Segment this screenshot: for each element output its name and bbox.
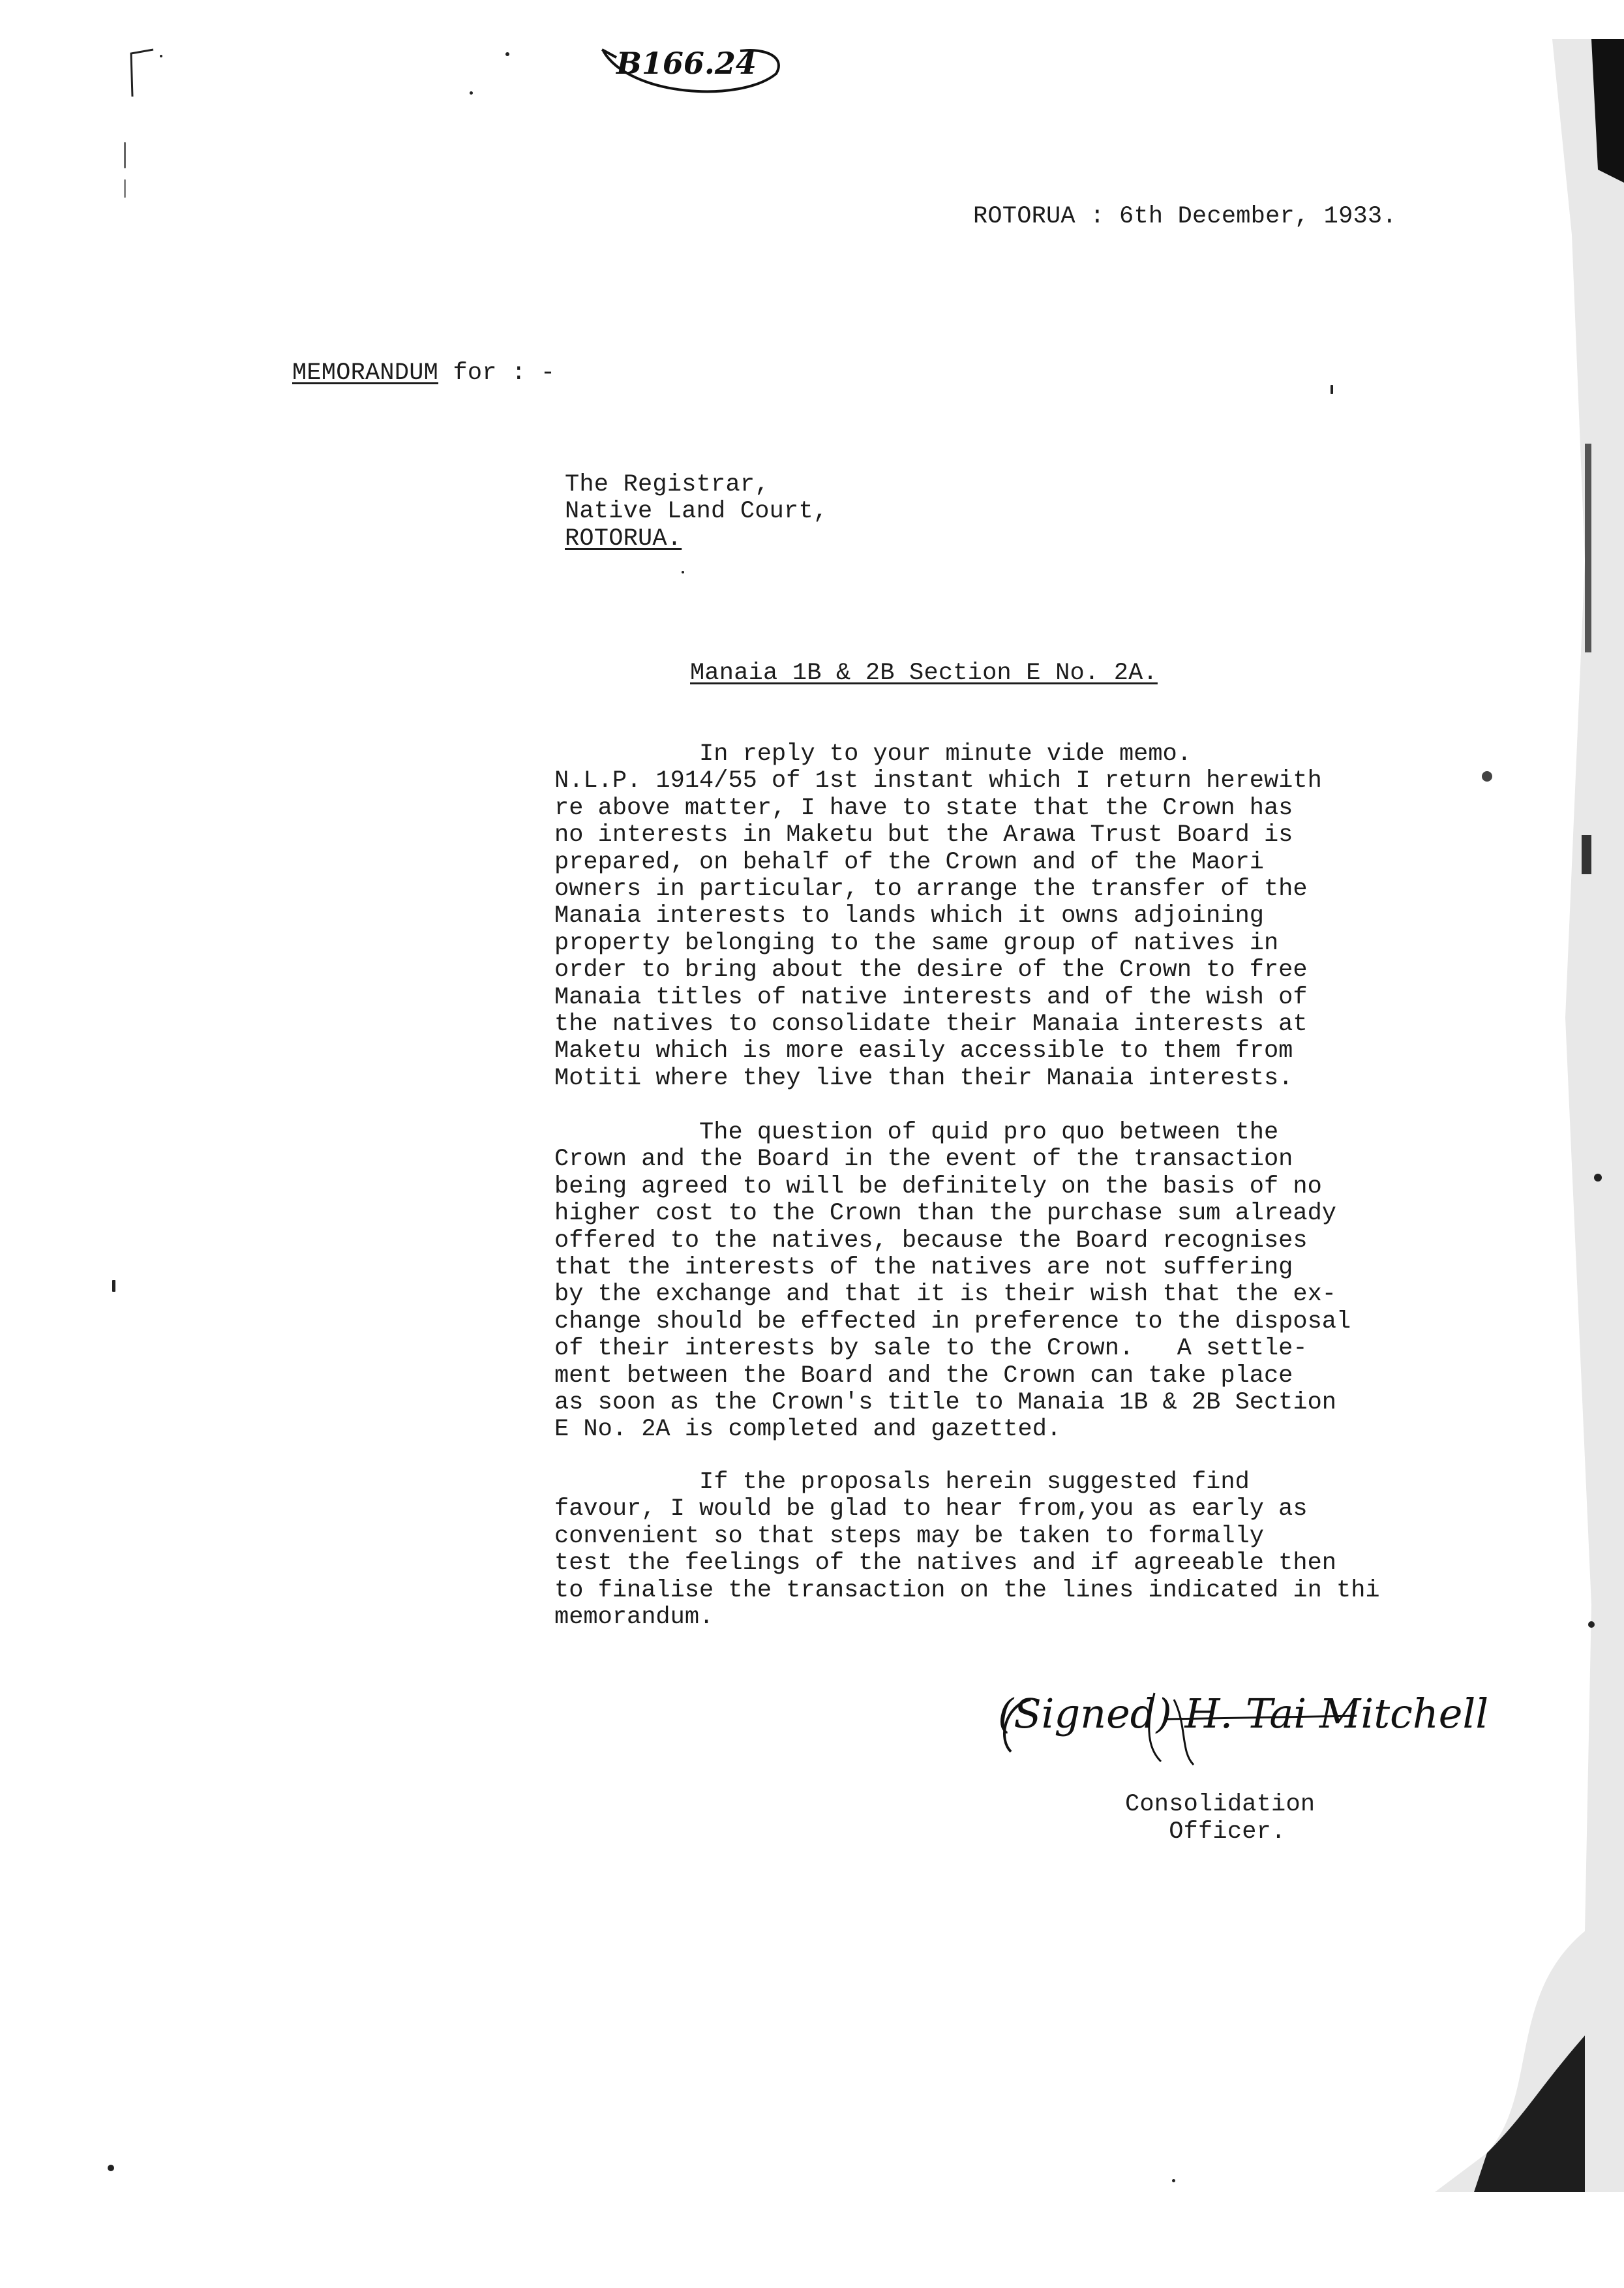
paragraph-line: If the proposals herein suggested find [554,1469,1250,1496]
paragraph-line: higher cost to the Crown than the purchase sum already [554,1200,1336,1228]
paragraph-line: owners in particular, to arrange the transfer of the [554,875,1308,903]
margin-speck [124,179,126,198]
paragraph-line: prepared, on behalf of the Crown and of the Maori [554,848,1264,876]
paragraph-line: the natives to consolidate their Manaia interests at [554,1010,1308,1038]
paper-speck [505,52,509,56]
paragraph-line: favour, I would be glad to hear from,you as early as [554,1495,1308,1523]
paragraph-line: E No. 2A is completed and gazetted. [554,1416,1062,1444]
addressee-line-3: ROTORUA. [565,525,682,553]
paragraph-line: order to bring about the desire of the Crown to free [554,956,1308,984]
paper-speck [682,571,684,573]
corner-bracket-mark [127,46,166,98]
handwritten-reference: B166.24 [616,46,757,81]
signatory-title-line-2: Officer. [1125,1818,1286,1846]
paper-speck [1331,385,1333,394]
paragraph-line: Motiti where they live than their Manaia interests. [554,1064,1293,1092]
addressee-line-1: The Registrar, [565,471,770,498]
paragraph-line: Maketu which is more easily accessible to them from [554,1037,1293,1065]
paragraph-line: by the exchange and that it is their wish that the ex- [554,1281,1336,1309]
paragraph-line: property belonging to the same group of natives in [554,929,1279,957]
paper-speck [108,2165,114,2171]
paragraph-line: memorandum. [554,1603,714,1631]
subject-line: Manaia 1B & 2B Section E No. 2A. [690,660,1158,687]
date-line: ROTORUA : 6th December, 1933. [973,203,1397,230]
paragraph-line: change should be effected in preference to the disposal [554,1307,1351,1335]
paragraph-line: offered to the natives, because the Board recognises [554,1227,1308,1255]
paragraph-2 [554,1120,1467,1444]
paragraph-line: that the interests of the natives are not suffering [554,1253,1293,1281]
memo-label: MEMORANDUM [292,359,439,387]
paragraph-line: convenient so that steps may be taken to formally [554,1522,1264,1550]
handwritten-signature: (Signed) H. Tai Mitchell [998,1690,1489,1737]
paragraph-line: as soon as the Crown's title to Manaia 1B & 2B Section [554,1388,1336,1416]
paragraph-line: Manaia titles of native interests and of the wish of [554,983,1308,1011]
paragraph-line: no interests in Maketu but the Arawa Trust Board is [554,821,1293,849]
paragraph-line: Crown and the Board in the event of the transaction [554,1146,1293,1174]
paragraph-line: of their interests by sale to the Crown. A settle- [554,1335,1308,1363]
paragraph-line: Manaia interests to lands which it owns adjoining [554,902,1264,930]
paragraph-line: ment between the Board and the Crown can take place [554,1362,1293,1390]
addressee-line-2: Native Land Court, [565,498,828,525]
memo-for: for : - [438,359,556,387]
paragraph-line: In reply to your minute vide memo. [554,740,1192,768]
paragraph-line: N.L.P. 1914/55 of 1st instant which I return herewith [554,767,1322,795]
paragraph-line: being agreed to will be definitely on the basis of no [554,1172,1322,1200]
paragraph-3 [554,1469,1467,1631]
margin-speck [124,142,126,168]
paragraph-line: re above matter, I have to state that the Crown has [554,794,1293,822]
paper-speck [112,1280,115,1292]
signatory-title-line-1: Consolidation [1125,1791,1316,1818]
paragraph-line: The question of quid pro quo between the [554,1119,1279,1146]
scan-edge-shadow [1435,39,1624,2192]
paragraph-1 [554,741,1467,1092]
paper-speck [1172,2179,1175,2182]
paragraph-line: to finalise the transaction on the lines indicated in thi [554,1576,1380,1604]
memo-heading [292,360,555,387]
paper-speck [470,91,473,95]
paragraph-line: test the feelings of the natives and if agreeable then [554,1549,1336,1578]
